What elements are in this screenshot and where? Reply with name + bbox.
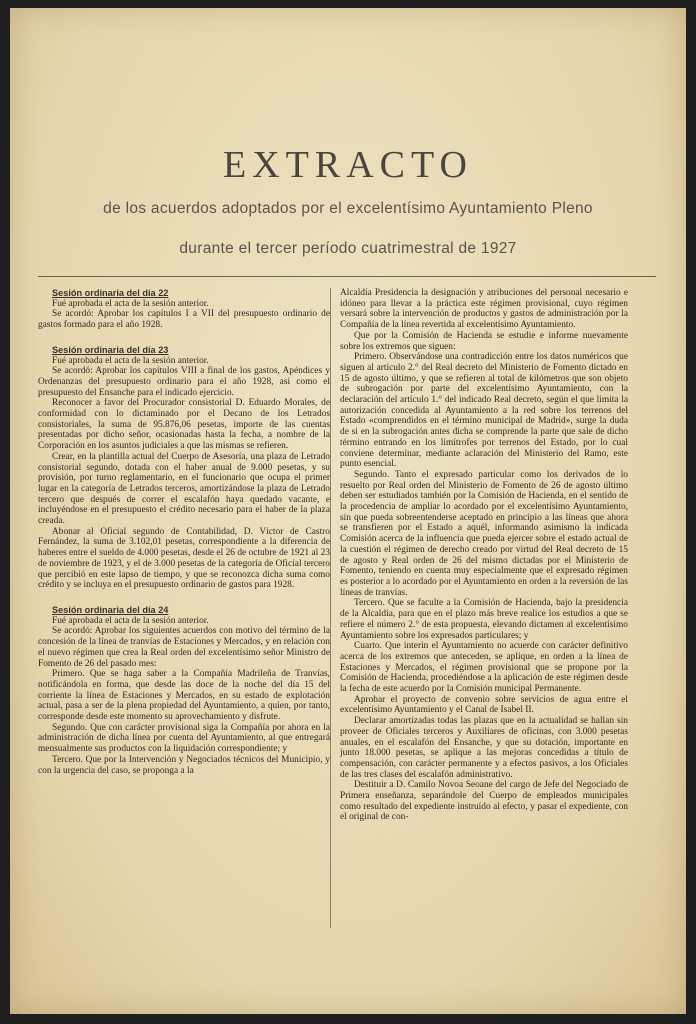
paragraph: Fué aprobada el acta de la sesión anterior. <box>52 355 209 366</box>
left-column <box>38 288 330 776</box>
paragraph: Cuarto. Que ínterin el Ayuntamiento no acuerde con carácter definitivo acerca de los extremos que anteceden, se aplique, en orden a la línea de Estaciones y Mercados, el régimen provisional que se propone por la Comisión de Hacienda, procediéndose a la aplicación de este régimen desde la fecha de este acuerdo por la Comisión municipal Permanente. <box>340 641 628 695</box>
paragraph: Abonar al Oficial segundo de Contabilidad, D. Víctor de Castro Fernández, la suma de 3.102,01 pesetas, correspondiente a la diferencia de haberes entre el sueldo de 4.000 pesetas, desde el 26 de octubre de 1921 al 23 de noviembre de 1923, y el de 3.000 pesetas de la categoría de Oficial tercero que percibió en este lapso de tiempo, y que se reconozca dicha suma como crédito y se incluya en el presupuesto ordinario de gastos para 1928. <box>38 526 330 591</box>
paragraph: Se acordó: Aprobar los capítulos VIII a final de los gastos, Apéndices y Ordenanzas del presupuesto ordinario para el año 1928, así como el presupuesto del Ensanche para el indicado ejercicio. <box>38 366 330 398</box>
document-subtitle-line1: de los acuerdos adoptados por el excelentísimo Ayuntamiento Pleno <box>103 200 593 217</box>
paragraph: Declarar amortizadas todas las plazas que en la actualidad se hallan sin proveer de Oficiales terceros y Auxiliares de oficinas, con 3.000 pesetas anuales, en el escalafón del Ensanche, y que su dotación, importante en junto 18.000 pesetas, se aplique a las mejoras concedidas a título de compensación, con carácter permanente y a efectos pasivos, a los Oficiales de las tres clases del escalafón administrativo. <box>340 716 628 780</box>
paragraph: Alcaldía Presidencia la designación y atribuciones del personal necesario e idóneo para llevar a la práctica este régimen provisional, cuyo régimen versará sobre la intervención de productos y gastos de administración por la Compañía de la línea revertida al excelentísimo Ayuntamiento. <box>340 288 628 331</box>
document-subtitle-line2: durante el tercer período cuatrimestral de 1927 <box>179 240 517 257</box>
paragraph: Primero. Observándose una contradicción entre los datos numéricos que siguen al artículo 2.° del Real decreto del Ministerio de Fomento dictado en 15 de agosto último, y que se refieren al total de kilómetros que son objeto de subrogación por parte del excelentísimo Ayuntamiento, con la declaración del artículo 1.° del indicado Real decreto, según el que limita la autorización concedida al Ayuntamiento a la red sobre los terrenos del Estado «comprendidos en el término municipal de Madrid», surge la duda de si en la subrogación antes dicha se comprende la parte que sale de dicho término entrando en los limítrofes por terrenos del Estado, por lo cual conviene determinar, mediante aclaración del Ministerio del Ramo, este punto esencial. <box>340 352 628 470</box>
paragraph: Fué aprobada el acta de la sesión anterior. <box>52 615 209 626</box>
paragraph: Segundo. Que con carácter provisional siga la Compañía por ahora en la administración de dicha línea por cuenta del Ayuntamiento, al que entregará mensualmente sus productos con la liquidación correspondiente; y <box>38 722 330 755</box>
section-heading-23: Sesión ordinaria del día 23 <box>52 344 169 355</box>
paragraph: Se acordó: Aprobar los siguientes acuerdos con motivo del término de la concesión de la línea de tranvías de Estaciones y Mercados, y en relación con el nuevo régimen que crea la Real orden del excelentísimo señor Ministro de Fomento de 26 del pasado mes: <box>38 626 330 669</box>
paragraph: Aprobar el proyecto de convenio sobre servicios de agua entre el excelentísimo Ayuntamiento y el Canal de Isabel II. <box>340 694 628 716</box>
right-column <box>340 288 628 823</box>
paragraph: Reconocer a favor del Procurador consistorial D. Eduardo Morales, de conformidad con lo dictaminado por el Decano de los Letrados consistoriales, la suma de 95.876,06 pesetas, importe de las cuentas presentadas por dicho señor, ocasionadas hasta la fecha, a nombre de la Corporación en los asuntos judiciales a que las mismas se refieren. <box>38 398 330 452</box>
paragraph: Se acordó: Aprobar los capítulos I a VII del presupuesto ordinario de gastos formado para el año 1928. <box>38 309 330 331</box>
paragraph: Fué aprobada el acta de la sesión anterior. <box>52 298 209 309</box>
section-heading-24: Sesión ordinaria del día 24 <box>52 604 169 615</box>
title-rule <box>38 276 656 277</box>
paragraph: Tercero. Que por la Intervención y Negociados técnicos del Municipio, y con la urgencia del caso, se proponga a la <box>38 754 330 776</box>
paragraph: Crear, en la plantilla actual del Cuerpo de Asesoría, una plaza de Letrado consistorial segundo, dotada con el haber anual de 9.000 pesetas, y su provisión, por turno reglamentario, en el funcionario que ocupa el primer lugar en la categoría de Letrados terceros, amortizándose la plaza de Letrado tercero que después de correr el escalafón haya quedado vacante, e incluyéndose en el presupuesto el crédito necesario para el haber de la plaza creada. <box>38 451 330 527</box>
column-divider <box>330 288 331 928</box>
paragraph: Primero. Que se haga saber a la Compañía Madrileña de Tranvías, notificándola en forma, que desde las doce de la noche del día 15 del corriente la línea de Estaciones y Mercados, en su estado de explotación actual, pasa a ser de la plena propiedad del Ayuntamiento, a quien, por tanto, corresponde desde este momento su aprovechamiento y disfrute. <box>38 669 330 723</box>
paragraph: Segundo. Tanto el expresado particular como los derivados de lo resuelto por Real orden del Ministerio de Fomento de 26 de agosto último deben ser estudiados también por la Comisión de Hacienda, en el sentido de la procedencia de ampliar lo acordado por el excelentísimo Ayuntamiento, sin que pueda sobreentenderse aceptado en principio a las líneas que ahora se transfieren por el Estado a aquél, informando asimismo la indicada Comisión acerca de la influencia que pueda ejercer sobre el estado actual de la cuestión el régimen de derecho creado por virtud del Real decreto de 15 de agosto y Real orden de 26 del mismo dictadas por el Ministerio de Fomento, teniendo en cuenta muy especialmente que el expresado régimen es posterior a lo acordado por el Ayuntamiento en orden a la reversión de las líneas de tranvías. <box>340 469 628 598</box>
document-page <box>10 8 686 1014</box>
paragraph: Destituir a D. Camilo Novoa Seoane del cargo de Jefe del Negociado de Primera enseñanza, separándole del Cuerpo de empleados municipales como resultado del expediente instruído al efecto, y pasar el expediente, con el original de con- <box>340 780 628 823</box>
section-heading-22: Sesión ordinaria del día 22 <box>52 288 169 298</box>
paragraph: Que por la Comisión de Hacienda se estudie e informe nuevamente sobre los extremos que siguen: <box>340 330 628 352</box>
paragraph: Tercero. Que se faculte a la Comisión de Hacienda, bajo la presidencia de la Alcaldía, para que en el plazo más breve realice los estudios a que se refiere el número 2.° de esta propuesta, elevando dictamen al excelentísimo Ayuntamiento sobre los expresados particulares; y <box>340 598 628 641</box>
document-title: EXTRACTO <box>223 144 473 186</box>
